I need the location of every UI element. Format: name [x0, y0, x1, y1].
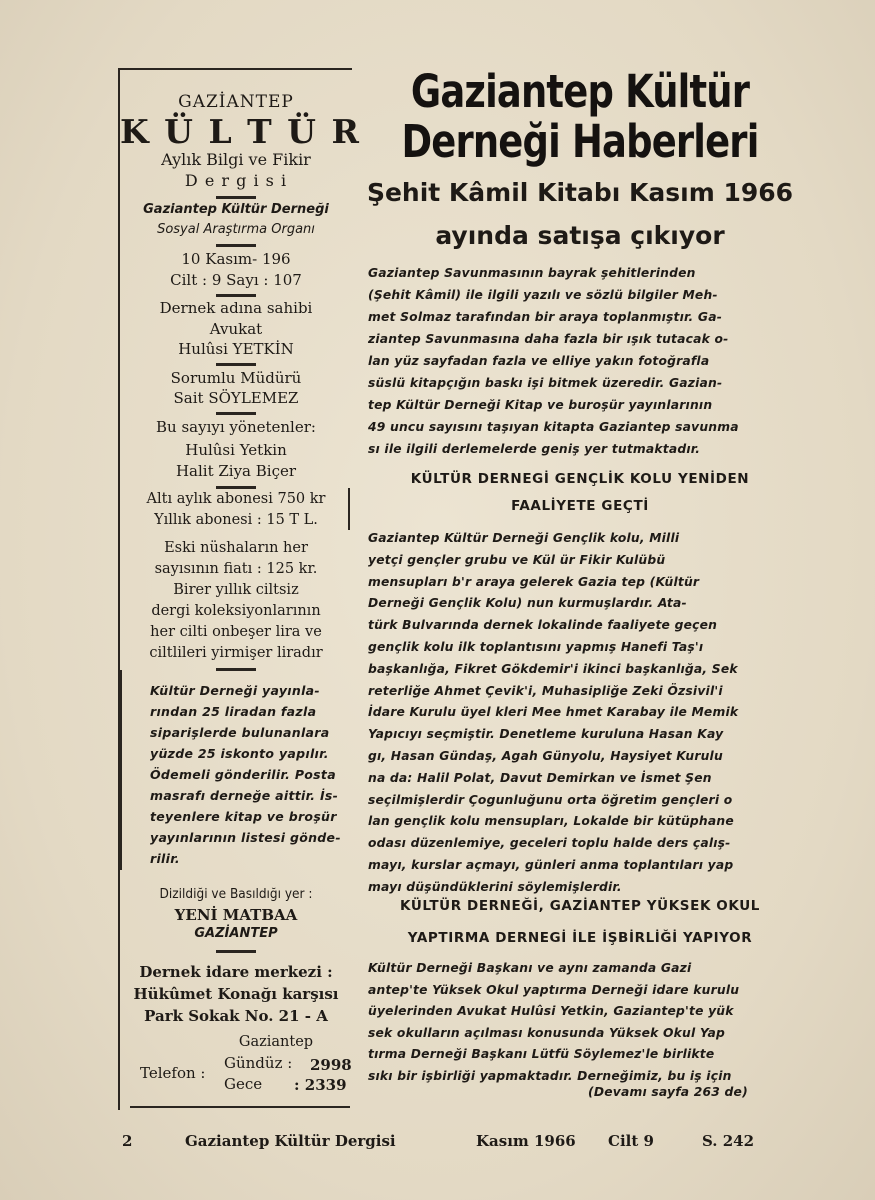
owner-label: Dernek adına sahibi — [159, 299, 313, 317]
article-line: mayı düşündüklerini söylemişlerdir. — [368, 879, 622, 894]
director-label: Sorumlu Müdürü — [170, 369, 302, 387]
subscription-six-month: Altı aylık abonesi 750 kr — [146, 491, 326, 507]
editor-name: Hulûsi Yetkin — [185, 441, 287, 459]
headline: YAPTIRMA DERNEGİ İLE İŞBİRLİĞİ YAPIYOR — [407, 930, 753, 946]
divider — [130, 1106, 350, 1108]
article-line: üyelerinden Avukat Hulûsi Yetkin, Gaziantep'te yük — [368, 1004, 734, 1018]
article-line: 49 uncu sayısını taşıyan kitapta Gaziantep savunma — [368, 420, 739, 434]
address-line: Hükûmet Konağı karşısı — [133, 985, 339, 1003]
article-line: lan gençlik kolu mensupları, Lokalde bir kütüphane — [368, 814, 734, 829]
article-line: reterliğe Ahmet Çevik'i, Muhasipliğe Zeki Özsivil'i — [368, 683, 723, 698]
masthead-volume: Cilt : 9 Sayı : 107 — [170, 271, 302, 289]
masthead-org-2: Sosyal Araştırma Organı — [157, 222, 315, 237]
headline: FAALİYETE GEÇTİ — [511, 498, 649, 514]
subscription-yearly: Yıllık abonesi : 15 T L. — [154, 512, 318, 528]
back-issue-line: dergi koleksiyonlarının — [151, 603, 321, 619]
masthead-tagline: Aylık Bilgi ve Fikir — [161, 150, 311, 169]
phone-night: : 2339 — [294, 1076, 347, 1094]
footer-magazine: Gaziantep Kültür Dergisi — [185, 1132, 396, 1150]
news-title: Gaziantep Kültür — [410, 65, 750, 118]
divider — [120, 670, 122, 870]
printer-name: YENİ MATBAA — [174, 906, 298, 924]
phone-city: Gaziantep — [238, 1034, 314, 1050]
back-issue-line: ciltlileri yirmişer liradır — [149, 645, 323, 661]
news-title: Derneği Haberleri — [401, 115, 759, 168]
article-line: odası düzenlemiye, geceleri toplu halde ders çalış- — [368, 836, 731, 851]
article-line: tırma Derneği Başkanı Lütfü Söylemez'le birlikte — [368, 1047, 715, 1061]
printer-city: GAZİANTEP — [194, 926, 278, 941]
divider — [216, 294, 256, 297]
article-line: Derneği Gençlik Kolu) nun kurmuşlardır. Ata- — [368, 596, 687, 611]
divider — [216, 363, 256, 366]
article-line: sıkı bir işbirliği yapmaktadır. Derneğimiz, bu iş için — [368, 1068, 732, 1083]
headline: Şehit Kâmil Kitabı Kasım 1966 — [366, 178, 794, 207]
editors-label: Bu sayıyı yönetenler: — [156, 418, 316, 436]
phone-label: Telefon : — [140, 1064, 206, 1082]
discount-line: masrafı derneğe aittir. İs- — [150, 788, 339, 803]
divider — [216, 196, 256, 199]
phone-night-label: Gece — [224, 1075, 263, 1093]
article-line: yetçi gençler grubu ve Kül ür Fikir Kulübü — [368, 552, 666, 567]
phone-day: 2998 — [310, 1056, 352, 1074]
discount-line: Ödemeli gönderilir. Posta — [150, 767, 336, 782]
back-issue-line: Birer yıllık ciltsiz — [173, 582, 299, 598]
footer-date: Kasım 1966 — [476, 1132, 576, 1150]
owner-title: Avukat — [209, 320, 263, 338]
article-line: tep Kültür Derneği Kitap ve buroşür yayınlarının — [368, 398, 713, 412]
discount-line: yüzde 25 iskonto yapılır. — [150, 746, 329, 761]
divider — [348, 488, 350, 530]
divider — [216, 412, 256, 415]
masthead-title: K Ü L T Ü R — [120, 112, 361, 151]
article-line: süslü kitapçığın baskı işi bitmek üzeredir. Gazian- — [368, 376, 723, 390]
masthead-org: Gaziantep Kültür Derneği — [143, 202, 329, 217]
masthead-tagline-2: D e r g i s i — [184, 171, 288, 190]
discount-line: teyenlere kitap ve broşür — [150, 809, 337, 824]
article-line: gençlik kolu ilk toplantısını yapmış Hanefi Taş'ı — [368, 640, 704, 654]
discount-line: rından 25 liradan fazla — [150, 704, 317, 719]
back-issue-line: sayısının fiatı : 125 kr. — [154, 561, 318, 577]
discount-line: siparişlerde bulunanlara — [150, 725, 330, 740]
discount-line: yayınlarının listesi gönde- — [150, 830, 341, 845]
article-line: lan yüz sayfadan fazla ve elliye yakın fotoğrafla — [368, 354, 710, 368]
article-line: Kültür Derneği Başkanı ve aynı zamanda Gazi — [368, 961, 692, 975]
article-line: sek okulların açılması konusunda Yüksek Okul Yap — [368, 1025, 726, 1040]
divider — [216, 244, 256, 247]
page-number: 2 — [122, 1132, 133, 1150]
editor-name: Halit Ziya Biçer — [175, 462, 297, 480]
phone-day-label: Gündüz : — [224, 1054, 293, 1072]
back-issue-line: Eski nüshaların her — [164, 540, 308, 556]
owner-name: Hulûsi YETKİN — [178, 340, 294, 358]
article-line: (Şehit Kâmil) ile ilgili yazılı ve sözlü bilgiler Meh- — [368, 288, 718, 302]
masthead-city: GAZİANTEP — [178, 92, 294, 112]
address-line: Dernek idare merkezi : — [139, 963, 333, 981]
footer-volume: Cilt 9 — [608, 1132, 654, 1150]
address-line: Park Sokak No. 21 - A — [144, 1007, 328, 1025]
article-line: İdare Kurulu üyel kleri Mee hmet Karabay ile Memik — [368, 705, 739, 720]
discount-line: Kültür Derneği yayınla- — [150, 683, 320, 698]
article-line: Gaziantep Kültür Derneği Gençlik kolu, Milli — [368, 531, 680, 545]
article-line: Yapıcıyı seçmiştir. Denetleme kuruluna Hasan Kay — [368, 727, 724, 742]
headline: KÜLTÜR DERNEĞİ, GAZİANTEP YÜKSEK OKUL — [400, 898, 760, 914]
divider — [216, 486, 256, 489]
article-line: seçilmişlerdir Çogunluğunu orta öğretim gençleri o — [368, 792, 733, 807]
headline: ayında satışa çıkıyor — [435, 221, 725, 250]
footer-page-ref: S. 242 — [702, 1132, 755, 1150]
director-name: Sait SÖYLEMEZ — [173, 389, 299, 407]
article-line: başkanlığa, Fikret Gökdemir'i ikinci başkanlığa, Sek — [368, 661, 738, 676]
printed-label: Dizildiği ve Basıldığı yer : — [159, 886, 313, 902]
masthead-date: 10 Kasım- 196 — [181, 250, 291, 268]
divider — [216, 668, 256, 671]
article-line: sı ile ilgili derlemelerde geniş yer tutmaktadır. — [368, 442, 701, 456]
article-line: met Solmaz tarafından bir araya toplanmıştır. Ga- — [368, 310, 723, 324]
continued-note: (Devamı sayfa 263 de) — [588, 1085, 748, 1099]
headline: KÜLTÜR DERNEGİ GENÇLİK KOLU YENİDEN — [410, 471, 750, 487]
article-line: türk Bulvarında dernek lokalinde faaliyete geçen — [368, 618, 718, 633]
article-line: na da: Halil Polat, Davut Demirkan ve İsmet Şen — [368, 770, 712, 785]
article-line: mayı, kurslar açmayı, günleri anma toplantıları yap — [368, 858, 734, 872]
article-line: ziantep Savunmasına daha fazla bir ışık tutacak o- — [368, 332, 729, 346]
masthead-box — [118, 68, 361, 1110]
divider — [216, 950, 256, 953]
article-line: gı, Hasan Gündaş, Agah Günyolu, Haysiyet Kurulu — [368, 749, 723, 763]
article-line: antep'te Yüksek Okul yaptırma Derneği idare kurulu — [368, 982, 740, 997]
article-line: mensupları b'r araya gelerek Gazia tep (Kültür — [368, 574, 700, 589]
back-issue-line: her cilti onbeşer lira ve — [150, 624, 322, 640]
article-line: Gaziantep Savunmasının bayrak şehitlerinden — [368, 266, 696, 280]
discount-line: rilir. — [150, 851, 180, 866]
